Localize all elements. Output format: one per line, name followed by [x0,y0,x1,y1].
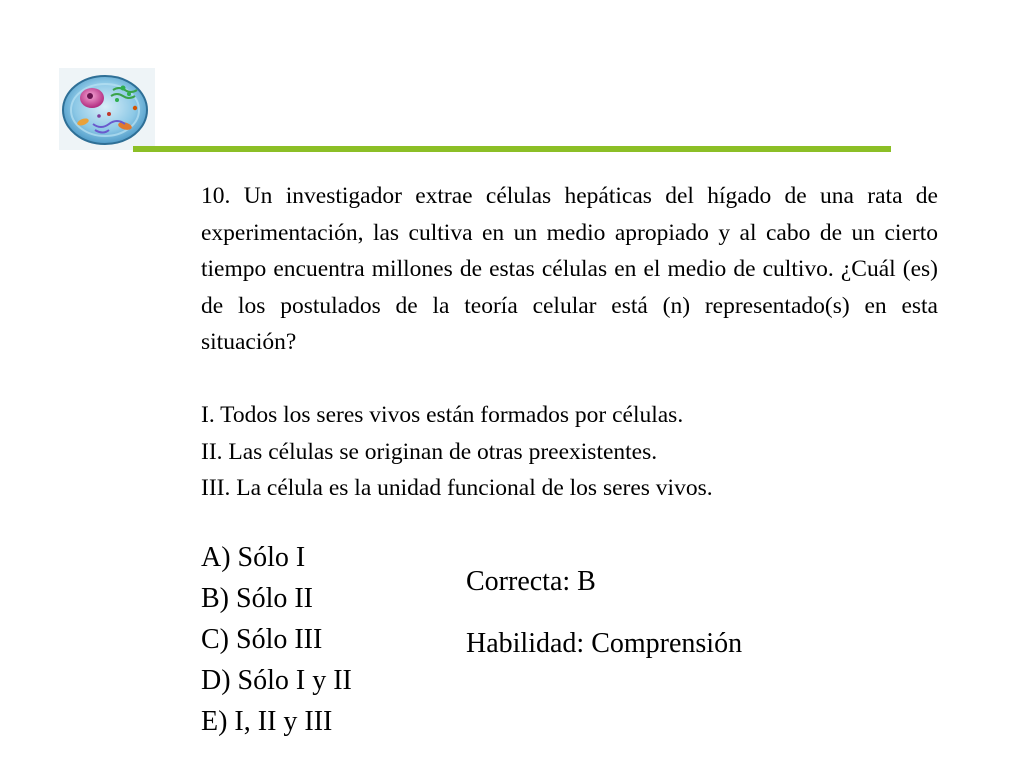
divider-line [133,146,891,152]
statement-item: III. La célula es la unidad funcional de los seres vivos. [201,475,713,501]
option-b: B) Sólo II [201,583,313,614]
answer-options [201,537,352,742]
option-d: D) Sólo I y II [201,665,352,696]
animal-cell-icon [59,68,155,150]
answer-info [466,561,742,664]
correct-answer: Correcta: B [466,566,596,597]
question-text: 10. Un investigador extrae células hepáticas del hígado de una rata de experimentación, las cultiva en un medio apropiado y al cabo de un cierto tiempo encuentra millones de estas células en el medio de cultivo. ¿Cuál (es) de los postulados de la teoría celular está (n) representado(s) en esta situación? [201,183,938,355]
option-c: C) Sólo III [201,624,323,655]
option-a: A) Sólo I [201,542,306,573]
option-e: E) I, II y III [201,706,333,737]
statements-list [201,397,938,507]
statement-item: II. Las células se originan de otras preexistentes. [201,438,658,465]
skill-label: Habilidad: Comprensión [466,628,743,659]
statement-item: I. Todos los seres vivos están formados por células. [201,402,684,428]
